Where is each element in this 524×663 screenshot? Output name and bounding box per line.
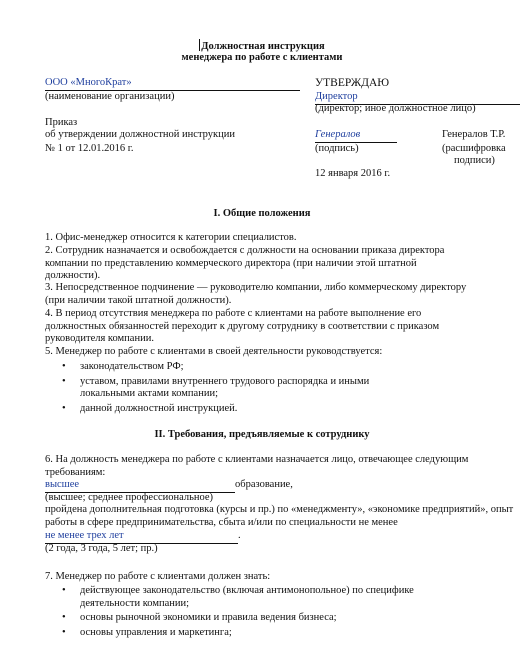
education-suffix: образование,	[235, 479, 293, 490]
approve-label: УТВЕРЖДАЮ	[315, 77, 390, 89]
experience-caption: (2 года, 3 года, 5 лет; пр.)	[45, 543, 158, 554]
organization-name: ООО «МногоКрат»	[45, 77, 300, 91]
education-line	[45, 479, 293, 493]
order-number: № 1 от 12.01.2016 г.	[45, 143, 134, 154]
name-caption-line2: подписи)	[454, 155, 495, 166]
training-text: пройдена дополнительная подготовка (курсы и пр.) по «менеджменту», «экономике предприятий», опыт работы в сфере предпринимательства, сбыта и/или по специальности не менее	[45, 504, 514, 528]
list-item: • основы управления и маркетинга;	[62, 627, 442, 640]
clause-2: 2. Сотрудник назначается и освобождается с должности на основании приказа директора компании по представлению коммерческого директора (при наличии этой штатной должности).	[45, 245, 445, 281]
list-item: • действующее законодательство (включая антимонопольное) по специфике деятельности компании;	[62, 585, 442, 610]
clause-7-list	[62, 585, 442, 639]
clause-5-list	[62, 361, 422, 415]
education-caption: (высшее; среднее профессиональное)	[45, 492, 214, 503]
clause-3: 3. Непосредственное подчинение — руководителю компании, либо коммерческому директору (при наличии такой штатной должности).	[45, 282, 467, 306]
list-item: • уставом, правилами внутреннего трудового распорядка и иными локальными актами компании;	[62, 376, 422, 401]
clause-1: 1. Офис-менеджер относится к категории специалистов.	[45, 232, 297, 243]
experience-suffix: .	[238, 530, 241, 541]
approver-position: Директор	[315, 91, 520, 105]
clause-6: 6. На должность менеджера по работе с клиентами назначается лицо, отвечающее следующим требованиям:	[45, 454, 469, 478]
approver-name: Генералов Т.Р.	[442, 129, 506, 140]
list-item: • основы рыночной экономики и правила ведения бизнеса;	[62, 612, 442, 625]
section-2-heading: II. Требования, предъявляемые к сотруднику	[154, 429, 370, 440]
clause-4: 4. В период отсутствия менеджера по работе с клиентами на работе выполнение его должностных обязанностей переходит к другому сотруднику в соответствии с приказом руководителя компании.	[45, 308, 440, 344]
experience-value: не менее трех лет	[45, 530, 238, 544]
approver-signature: Генералов	[315, 129, 397, 143]
education-value: высшее	[45, 479, 235, 493]
clause-7: 7. Менеджер по работе с клиентами должен знать:	[45, 571, 271, 582]
document-subtitle: менеджера по работе с клиентами	[181, 52, 343, 63]
experience-line	[45, 530, 241, 544]
section-1-heading: I. Общие положения	[213, 208, 311, 219]
order-title: Приказ	[45, 117, 78, 128]
list-item: • данной должностной инструкцией.	[62, 403, 422, 416]
order-subject: об утверждении должностной инструкции	[45, 129, 235, 140]
clause-5: 5. Менеджер по работе с клиентами в своей деятельности руководствуется:	[45, 346, 383, 357]
document-title: Должностная инструкция	[201, 41, 325, 52]
name-caption-line1: (расшифровка	[442, 143, 506, 154]
approval-date: 12 января 2016 г.	[315, 168, 391, 179]
approver-position-caption: (директор; иное должностное лицо)	[315, 103, 476, 114]
signature-caption: (подпись)	[315, 143, 359, 154]
organization-caption: (наименование организации)	[45, 91, 175, 102]
list-item: • законодательством РФ;	[62, 361, 422, 374]
